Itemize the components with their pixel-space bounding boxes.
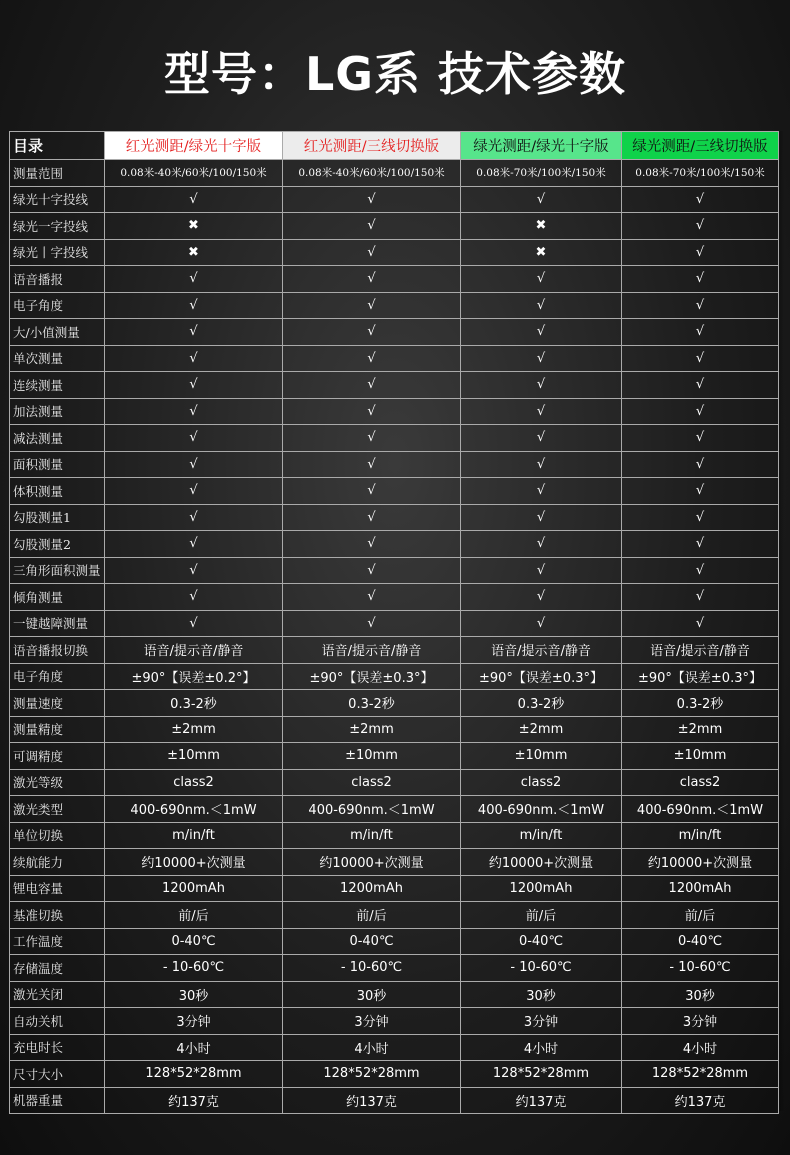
check-icon: √	[283, 451, 461, 478]
range-cell: 0.08米-40米/60米/100/150米	[283, 160, 461, 187]
row-label: 绿光十字投线	[10, 186, 105, 213]
check-icon: √	[461, 186, 622, 213]
check-icon: √	[283, 584, 461, 611]
check-icon: √	[622, 345, 779, 372]
check-icon: √	[461, 451, 622, 478]
check-icon: √	[283, 319, 461, 346]
range-row	[10, 160, 779, 187]
feature-row	[10, 425, 779, 452]
spec-value: 30秒	[622, 981, 779, 1008]
check-icon: √	[461, 292, 622, 319]
feature-row	[10, 557, 779, 584]
spec-value: 128*52*28mm	[622, 1061, 779, 1088]
row-label: 勾股测量1	[10, 504, 105, 531]
row-label: 锂电容量	[10, 875, 105, 902]
check-icon: √	[283, 610, 461, 637]
check-icon: √	[622, 239, 779, 266]
spec-value: 4小时	[105, 1034, 283, 1061]
check-icon: √	[105, 531, 283, 558]
row-label: 可调精度	[10, 743, 105, 770]
spec-value: 前/后	[105, 902, 283, 929]
spec-value: 0-40℃	[283, 928, 461, 955]
check-icon: √	[461, 478, 622, 505]
spec-value: 3分钟	[622, 1008, 779, 1035]
spec-value: 语音/提示音/静音	[105, 637, 283, 664]
spec-value: 约10000+次测量	[461, 849, 622, 876]
spec-value: 约10000+次测量	[283, 849, 461, 876]
check-icon: √	[461, 425, 622, 452]
feature-row	[10, 584, 779, 611]
spec-value: 400-690nm.＜1mW	[461, 796, 622, 823]
spec-value: 128*52*28mm	[105, 1061, 283, 1088]
check-icon: √	[622, 531, 779, 558]
row-label: 续航能力	[10, 849, 105, 876]
check-icon: √	[105, 345, 283, 372]
spec-row	[10, 981, 779, 1008]
spec-value: 400-690nm.＜1mW	[283, 796, 461, 823]
spec-value: 约137克	[622, 1087, 779, 1114]
check-icon: √	[105, 584, 283, 611]
cross-icon: ✖	[105, 213, 283, 240]
row-label: 大/小值测量	[10, 319, 105, 346]
check-icon: √	[622, 425, 779, 452]
spec-row	[10, 716, 779, 743]
feature-row	[10, 266, 779, 293]
check-icon: √	[105, 292, 283, 319]
model-header-4: 绿光测距/三线切换版	[622, 132, 779, 160]
check-icon: √	[622, 266, 779, 293]
spec-value: 3分钟	[105, 1008, 283, 1035]
feature-row	[10, 451, 779, 478]
spec-value: 1200mAh	[622, 875, 779, 902]
row-label: 连续测量	[10, 372, 105, 399]
row-label: 自动关机	[10, 1008, 105, 1035]
page-title: 型号：LG系 技术参数	[163, 47, 627, 101]
check-icon: √	[461, 319, 622, 346]
check-icon: √	[283, 531, 461, 558]
spec-value: ±10mm	[622, 743, 779, 770]
feature-row	[10, 531, 779, 558]
check-icon: √	[283, 239, 461, 266]
row-label: 激光等级	[10, 769, 105, 796]
check-icon: √	[283, 425, 461, 452]
spec-value: 30秒	[105, 981, 283, 1008]
spec-value: m/in/ft	[105, 822, 283, 849]
table-header-row	[10, 132, 779, 160]
spec-row	[10, 1061, 779, 1088]
spec-value: class2	[105, 769, 283, 796]
row-label: 减法测量	[10, 425, 105, 452]
feature-row	[10, 372, 779, 399]
spec-value: 0.3-2秒	[622, 690, 779, 717]
spec-value: ±2mm	[622, 716, 779, 743]
spec-value: 128*52*28mm	[283, 1061, 461, 1088]
feature-row	[10, 398, 779, 425]
spec-value: 约137克	[461, 1087, 622, 1114]
spec-value: m/in/ft	[461, 822, 622, 849]
check-icon: √	[622, 213, 779, 240]
spec-value: ±10mm	[283, 743, 461, 770]
check-icon: √	[283, 557, 461, 584]
spec-value: ±2mm	[105, 716, 283, 743]
check-icon: √	[283, 504, 461, 531]
spec-value: 前/后	[461, 902, 622, 929]
spec-value: class2	[461, 769, 622, 796]
spec-value: ±90°【误差±0.3°】	[461, 663, 622, 690]
check-icon: √	[622, 504, 779, 531]
check-icon: √	[622, 372, 779, 399]
spec-row	[10, 796, 779, 823]
check-icon: √	[622, 451, 779, 478]
check-icon: √	[622, 557, 779, 584]
spec-value: 4小时	[461, 1034, 622, 1061]
check-icon: √	[622, 478, 779, 505]
row-label: 勾股测量2	[10, 531, 105, 558]
spec-row	[10, 743, 779, 770]
check-icon: √	[461, 372, 622, 399]
check-icon: √	[283, 266, 461, 293]
check-icon: √	[461, 610, 622, 637]
check-icon: √	[283, 478, 461, 505]
feature-row	[10, 292, 779, 319]
spec-value: - 10-60℃	[622, 955, 779, 982]
check-icon: √	[283, 345, 461, 372]
check-icon: √	[461, 398, 622, 425]
spec-value: 约10000+次测量	[105, 849, 283, 876]
spec-value: ±10mm	[461, 743, 622, 770]
spec-row	[10, 1034, 779, 1061]
spec-value: 语音/提示音/静音	[461, 637, 622, 664]
spec-value: ±10mm	[105, 743, 283, 770]
row-label: 测量范围	[10, 160, 105, 187]
spec-row	[10, 663, 779, 690]
feature-row	[10, 345, 779, 372]
row-label: 工作温度	[10, 928, 105, 955]
spec-value: class2	[283, 769, 461, 796]
spec-value: class2	[622, 769, 779, 796]
header-label: 目录	[10, 132, 105, 160]
spec-value: 1200mAh	[283, 875, 461, 902]
range-cell: 0.08米-70米/100米/150米	[622, 160, 779, 187]
check-icon: √	[461, 266, 622, 293]
spec-row	[10, 690, 779, 717]
feature-row	[10, 186, 779, 213]
spec-value: 前/后	[283, 902, 461, 929]
check-icon: √	[105, 557, 283, 584]
check-icon: √	[283, 186, 461, 213]
row-label: 激光类型	[10, 796, 105, 823]
cross-icon: ✖	[105, 239, 283, 266]
check-icon: √	[283, 372, 461, 399]
feature-row	[10, 213, 779, 240]
row-label: 语音播报切换	[10, 637, 105, 664]
spec-value: 语音/提示音/静音	[283, 637, 461, 664]
spec-value: 30秒	[283, 981, 461, 1008]
model-header-2: 红光测距/三线切换版	[283, 132, 461, 160]
check-icon: √	[622, 610, 779, 637]
row-label: 倾角测量	[10, 584, 105, 611]
check-icon: √	[105, 398, 283, 425]
spec-value: 0.3-2秒	[461, 690, 622, 717]
spec-value: m/in/ft	[622, 822, 779, 849]
spec-row	[10, 928, 779, 955]
check-icon: √	[105, 610, 283, 637]
row-label: 单位切换	[10, 822, 105, 849]
check-icon: √	[105, 372, 283, 399]
row-label: 加法测量	[10, 398, 105, 425]
check-icon: √	[461, 557, 622, 584]
spec-value: 400-690nm.＜1mW	[105, 796, 283, 823]
row-label: 面积测量	[10, 451, 105, 478]
spec-value: m/in/ft	[283, 822, 461, 849]
feature-row	[10, 319, 779, 346]
spec-value: ±2mm	[283, 716, 461, 743]
spec-value: 0-40℃	[622, 928, 779, 955]
spec-value: 语音/提示音/静音	[622, 637, 779, 664]
feature-row	[10, 478, 779, 505]
spec-value: 0.3-2秒	[283, 690, 461, 717]
spec-value: 1200mAh	[105, 875, 283, 902]
row-label: 测量精度	[10, 716, 105, 743]
spec-value: 1200mAh	[461, 875, 622, 902]
check-icon: √	[283, 213, 461, 240]
spec-value: 约137克	[105, 1087, 283, 1114]
spec-value: ±2mm	[461, 716, 622, 743]
spec-value: 3分钟	[461, 1008, 622, 1035]
spec-value: 4小时	[622, 1034, 779, 1061]
spec-value: ±90°【误差±0.2°】	[105, 663, 283, 690]
spec-value: 约10000+次测量	[622, 849, 779, 876]
row-label: 充电时长	[10, 1034, 105, 1061]
check-icon: √	[461, 345, 622, 372]
spec-value: - 10-60℃	[283, 955, 461, 982]
spec-value: 128*52*28mm	[461, 1061, 622, 1088]
cross-icon: ✖	[461, 239, 622, 266]
spec-value: 0-40℃	[105, 928, 283, 955]
check-icon: √	[461, 584, 622, 611]
spec-value: 前/后	[622, 902, 779, 929]
check-icon: √	[105, 319, 283, 346]
row-label: 存储温度	[10, 955, 105, 982]
row-label: 激光关闭	[10, 981, 105, 1008]
row-label: 一键越障测量	[10, 610, 105, 637]
check-icon: √	[461, 504, 622, 531]
row-label: 语音播报	[10, 266, 105, 293]
spec-row	[10, 637, 779, 664]
check-icon: √	[622, 584, 779, 611]
spec-table-body	[10, 132, 779, 1114]
spec-value: ±90°【误差±0.3°】	[283, 663, 461, 690]
spec-value: 400-690nm.＜1mW	[622, 796, 779, 823]
check-icon: √	[622, 398, 779, 425]
spec-value: 4小时	[283, 1034, 461, 1061]
row-label: 基准切换	[10, 902, 105, 929]
check-icon: √	[105, 504, 283, 531]
check-icon: √	[622, 292, 779, 319]
row-label: 测量速度	[10, 690, 105, 717]
model-header-3: 绿光测距/绿光十字版	[461, 132, 622, 160]
spec-row	[10, 1087, 779, 1114]
spec-row	[10, 822, 779, 849]
check-icon: √	[283, 292, 461, 319]
spec-value: 30秒	[461, 981, 622, 1008]
check-icon: √	[461, 531, 622, 558]
row-label: 绿光丨字投线	[10, 239, 105, 266]
check-icon: √	[283, 398, 461, 425]
row-label: 尺寸大小	[10, 1061, 105, 1088]
range-cell: 0.08米-70米/100米/150米	[461, 160, 622, 187]
spec-value: ±90°【误差±0.3°】	[622, 663, 779, 690]
spec-value: - 10-60℃	[461, 955, 622, 982]
check-icon: √	[105, 451, 283, 478]
row-label: 电子角度	[10, 663, 105, 690]
check-icon: √	[105, 186, 283, 213]
row-label: 电子角度	[10, 292, 105, 319]
spec-value: 约137克	[283, 1087, 461, 1114]
row-label: 单次测量	[10, 345, 105, 372]
feature-row	[10, 239, 779, 266]
check-icon: √	[105, 478, 283, 505]
spec-row	[10, 1008, 779, 1035]
spec-table	[9, 131, 779, 1114]
spec-row	[10, 875, 779, 902]
check-icon: √	[622, 186, 779, 213]
spec-row	[10, 902, 779, 929]
feature-row	[10, 504, 779, 531]
row-label: 机器重量	[10, 1087, 105, 1114]
spec-value: - 10-60℃	[105, 955, 283, 982]
spec-value: 3分钟	[283, 1008, 461, 1035]
range-cell: 0.08米-40米/60米/100/150米	[105, 160, 283, 187]
check-icon: √	[105, 266, 283, 293]
spec-row	[10, 769, 779, 796]
row-label: 绿光一字投线	[10, 213, 105, 240]
cross-icon: ✖	[461, 213, 622, 240]
spec-value: 0-40℃	[461, 928, 622, 955]
spec-row	[10, 849, 779, 876]
spec-row	[10, 955, 779, 982]
model-header-1: 红光测距/绿光十字版	[105, 132, 283, 160]
feature-row	[10, 610, 779, 637]
row-label: 体积测量	[10, 478, 105, 505]
check-icon: √	[622, 319, 779, 346]
spec-value: 0.3-2秒	[105, 690, 283, 717]
check-icon: √	[105, 425, 283, 452]
row-label: 三角形面积测量	[10, 557, 105, 584]
